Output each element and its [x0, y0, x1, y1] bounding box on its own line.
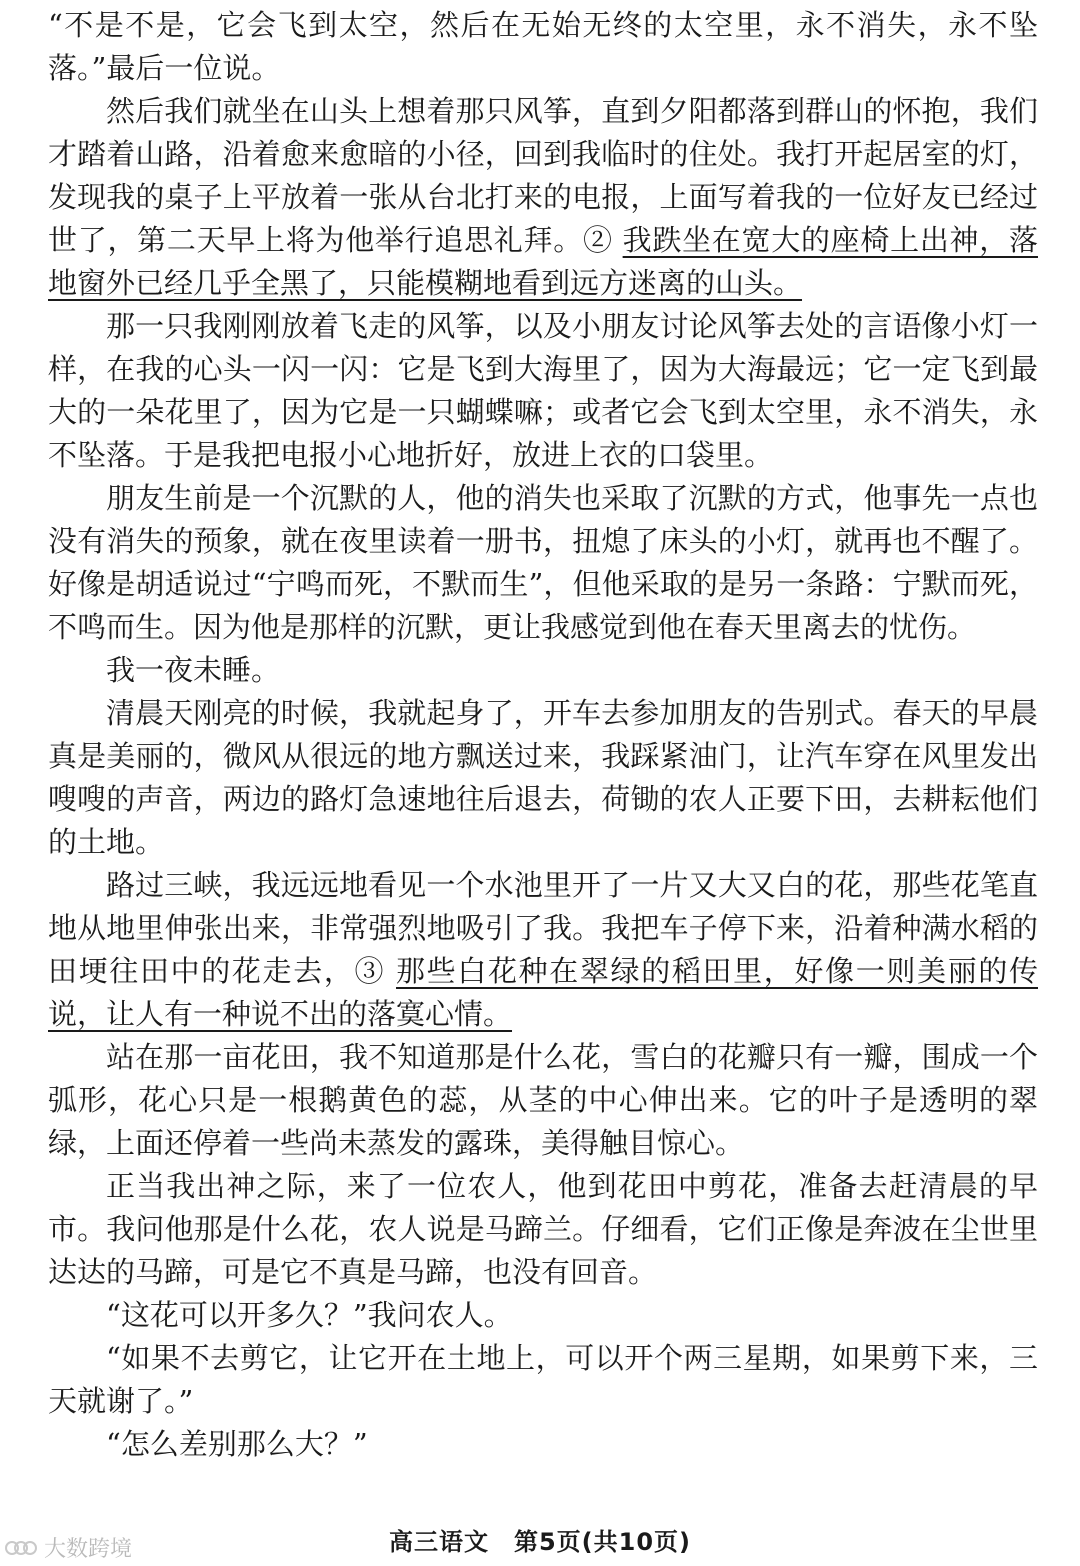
paragraph-text: 清晨天刚亮的时候，我就起身了，开车去参加朋友的告别式。春天的早晨真是美丽的，微风从很远的地方飘送过来，我踩紧油门，让汽车穿在风里发出嗖嗖的声音，两边的路灯急速地往后退去，荷锄的农人正要下田，去耕耘他们的土地。: [48, 696, 1038, 859]
paragraph-text: “不是不是，它会飞到太空，然后在无始无终的太空里，永不消失，永不坠落。”最后一位说。: [48, 8, 1038, 85]
page-footer: 高三语文 第5页(共10页): [388, 1528, 692, 1556]
watermark-text: 大数跨境: [44, 1537, 133, 1562]
paragraph: [48, 1337, 1038, 1423]
paragraph-text: 朋友生前是一个沉默的人，他的消失也采取了沉默的方式，他事先一点也没有消失的预象，就在夜里读着一册书，扭熄了床头的小灯，就再也不醒了。好像是胡适说过“宁鸣而死，不默而生”，但他采取的是另一条路：宁默而死，不鸣而生。因为他是那样的沉默，更让我感觉到他在春天里离去的忧伤。: [48, 481, 1038, 644]
paragraph: [48, 305, 1038, 477]
paragraph: [48, 90, 1038, 305]
paragraph-text: “如果不去剪它，让它开在土地上，可以开个两三星期，如果剪下来，三天就谢了。”: [48, 1341, 1038, 1418]
watermark: [4, 1532, 132, 1563]
paragraph: [48, 692, 1038, 864]
watermark-logo-icon: [4, 1537, 38, 1559]
paragraph: [48, 864, 1038, 1036]
paragraph: [48, 1036, 1038, 1165]
paragraph-text: “怎么差别那么大？”: [106, 1427, 368, 1461]
paragraph-text: 我一夜未睡。: [106, 653, 281, 687]
paragraph: [48, 1294, 1038, 1337]
paragraph-text: 那一只我刚刚放着飞走的风筝，以及小朋友讨论风筝去处的言语像小灯一样，在我的心头一闪一闪：它是飞到大海里了，因为大海最远；它一定飞到最大的一朵花里了，因为它是一只蝴蝶嘛；或者它会飞到太空里，永不消失，永不坠落。于是我把电报小心地折好，放进上衣的口袋里。: [48, 309, 1038, 472]
underlined-sentence: 我跌坐在宽大的座椅上出神，落地窗外已经几乎全黑了，只能模糊地看到远方迷离的山头。: [48, 223, 1038, 300]
paragraph-text: 站在那一亩花田，我不知道那是什么花，雪白的花瓣只有一瓣，围成一个弧形，花心只是一根鹅黄色的蕊，从茎的中心伸出来。它的叶子是透明的翠绿，上面还停着一些尚未蒸发的露珠，美得触目惊心。: [48, 1040, 1038, 1160]
paragraph: [48, 1423, 1038, 1466]
paragraph: [48, 4, 1038, 90]
paragraph: [48, 477, 1038, 649]
paragraph-text: 路过三峡，我远远地看见一个水池里开了一片又大又白的花，那些花笔直地从地里伸张出来，非常强烈地吸引了我。我把车子停下来，沿着种满水稻的田埂往田中的花走去，③: [48, 868, 1038, 988]
paragraph: [48, 649, 1038, 692]
paragraph-text: 正当我出神之际，来了一位农人，他到花田中剪花，准备去赶清晨的早市。我问他那是什么花，农人说是马蹄兰。仔细看，它们正像是奔波在尘世里达达的马蹄，可是它不真是马蹄，也没有回音。: [48, 1169, 1038, 1289]
paragraph-text: 然后我们就坐在山头上想着那只风筝，直到夕阳都落到群山的怀抱，我们才踏着山路，沿着愈来愈暗的小径，回到我临时的住处。我打开起居室的灯，发现我的桌子上平放着一张从台北打来的电报，上面写着我的一位好友已经过世了，第二天早上将为他举行追思礼拜。②: [48, 94, 1038, 257]
article-body: [48, 4, 1038, 1466]
paragraph: [48, 1165, 1038, 1294]
underlined-sentence: 那些白花种在翠绿的稻田里，好像一则美丽的传说，让人有一种说不出的落寞心情。: [48, 954, 1038, 1031]
paragraph-text: “这花可以开多久？”我问农人。: [106, 1298, 513, 1332]
